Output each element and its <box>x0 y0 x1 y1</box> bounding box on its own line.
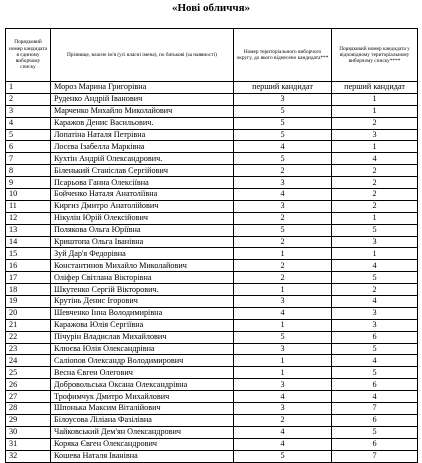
cell-district-number: 5 <box>234 105 332 117</box>
cell-district-position: 6 <box>332 438 418 450</box>
cell-list-number: 6 <box>6 141 51 153</box>
cell-district-position: 6 <box>332 331 418 343</box>
cell-list-number: 19 <box>6 296 51 308</box>
cell-district-number: 3 <box>234 296 332 308</box>
cell-district-position: 1 <box>332 248 418 260</box>
cell-full-name: Бойченко Наталя Анатоліївна <box>51 189 234 201</box>
cell-full-name: Псарьова Ганна Олексіївна <box>51 177 234 189</box>
cell-full-name: Лосєва Ізабелла Марківна <box>51 141 234 153</box>
table-row <box>6 153 418 165</box>
cell-full-name: Кошева Наталя Іванівна <box>51 450 234 462</box>
header-full-name: Прізвище, власне ім'я (усі власні імена), по батькові (за наявності) <box>51 29 234 82</box>
cell-district-number: 4 <box>234 391 332 403</box>
cell-district-position: 2 <box>332 200 418 212</box>
table-row <box>6 93 418 105</box>
cell-district-number: 1 <box>234 284 332 296</box>
cell-district-position: 7 <box>332 450 418 462</box>
cell-full-name: Шевченко Інна Володимирівна <box>51 307 234 319</box>
cell-list-number: 10 <box>6 189 51 201</box>
cell-list-number: 5 <box>6 129 51 141</box>
cell-district-position: 5 <box>332 367 418 379</box>
table-header <box>6 29 418 82</box>
cell-list-number: 15 <box>6 248 51 260</box>
candidate-list-table <box>5 28 418 463</box>
cell-district-number: 1 <box>234 248 332 260</box>
cell-district-number: 3 <box>234 379 332 391</box>
cell-district-number: 4 <box>234 141 332 153</box>
cell-list-number: 14 <box>6 236 51 248</box>
cell-full-name: Коряка Євген Олександрович <box>51 438 234 450</box>
cell-district-number: 2 <box>234 212 332 224</box>
table-row <box>6 426 418 438</box>
cell-full-name: Нікулін Юрій Олексійович <box>51 212 234 224</box>
table-body <box>6 82 418 463</box>
cell-list-number: 18 <box>6 284 51 296</box>
table-row <box>6 236 418 248</box>
cell-list-number: 23 <box>6 343 51 355</box>
cell-list-number: 13 <box>6 224 51 236</box>
cell-district-position: 7 <box>332 403 418 415</box>
cell-full-name: Криштопа Ольга Іванівна <box>51 236 234 248</box>
table-row <box>6 319 418 331</box>
table-row <box>6 343 418 355</box>
cell-list-number: 30 <box>6 426 51 438</box>
cell-district-number: 5 <box>234 450 332 462</box>
cell-list-number: 3 <box>6 105 51 117</box>
cell-district-position: 3 <box>332 236 418 248</box>
table-row <box>6 82 418 94</box>
cell-list-number: 11 <box>6 200 51 212</box>
cell-list-number: 12 <box>6 212 51 224</box>
cell-list-number: 7 <box>6 153 51 165</box>
cell-full-name: Константинов Михайло Миколайович <box>51 260 234 272</box>
cell-district-number: 3 <box>234 343 332 355</box>
table-row <box>6 307 418 319</box>
cell-district-number: 2 <box>234 165 332 177</box>
table-row <box>6 224 418 236</box>
cell-list-number: 4 <box>6 117 51 129</box>
cell-district-number: 5 <box>234 129 332 141</box>
table-row <box>6 117 418 129</box>
cell-full-name: Трофимчук Дмитро Михайлович <box>51 391 234 403</box>
cell-full-name: Марченко Михайло Миколайович <box>51 105 234 117</box>
cell-full-name: Крутінь Денис Ігорович <box>51 296 234 308</box>
cell-full-name: Добровольська Оксана Олександрівна <box>51 379 234 391</box>
cell-full-name: Каражова Юлія Сергіївна <box>51 319 234 331</box>
cell-district-position: 4 <box>332 355 418 367</box>
cell-full-name: Оліфер Світлана Вікторівна <box>51 272 234 284</box>
cell-full-name: Шпонька Максим Віталійович <box>51 403 234 415</box>
cell-list-number: 22 <box>6 331 51 343</box>
cell-list-number: 17 <box>6 272 51 284</box>
cell-district-number: 3 <box>234 93 332 105</box>
cell-district-position: перший кандидат <box>332 82 418 94</box>
cell-district-number: 3 <box>234 403 332 415</box>
table-row <box>6 200 418 212</box>
cell-district-position: 2 <box>332 117 418 129</box>
table-row <box>6 248 418 260</box>
cell-full-name: Мороз Марина Григорівна <box>51 82 234 94</box>
table-row <box>6 189 418 201</box>
header-list-number: Порядковий номер кандидата в єдиному виборчому списку <box>6 29 51 82</box>
cell-list-number: 21 <box>6 319 51 331</box>
cell-district-position: 3 <box>332 129 418 141</box>
cell-list-number: 32 <box>6 450 51 462</box>
cell-list-number: 8 <box>6 165 51 177</box>
header-district-number: Номер територіального виборчого округу, до якого віднесено кандидата*** <box>234 29 332 82</box>
cell-full-name: Каражов Денис Васильович. <box>51 117 234 129</box>
cell-district-number: перший кандидат <box>234 82 332 94</box>
table-row <box>6 272 418 284</box>
cell-full-name: Салionов Олександр Володимирович <box>51 355 234 367</box>
cell-full-name: Клюєва Юлія Олександрівна <box>51 343 234 355</box>
cell-district-position: 6 <box>332 379 418 391</box>
cell-full-name: Киргиз Дмитро Анатолійович <box>51 200 234 212</box>
table-row <box>6 331 418 343</box>
cell-list-number: 31 <box>6 438 51 450</box>
cell-full-name: Весна Євген Олегович <box>51 367 234 379</box>
table-row <box>6 450 418 462</box>
table-row <box>6 105 418 117</box>
cell-list-number: 28 <box>6 403 51 415</box>
cell-full-name: Біленький Станіслав Сергійович <box>51 165 234 177</box>
cell-list-number: 16 <box>6 260 51 272</box>
cell-full-name: Полякова Ольга Юріївна <box>51 224 234 236</box>
cell-district-position: 3 <box>332 319 418 331</box>
cell-district-number: 5 <box>234 224 332 236</box>
cell-list-number: 29 <box>6 414 51 426</box>
cell-district-position: 5 <box>332 224 418 236</box>
cell-district-number: 4 <box>234 189 332 201</box>
cell-district-position: 1 <box>332 212 418 224</box>
cell-list-number: 1 <box>6 82 51 94</box>
cell-district-number: 4 <box>234 307 332 319</box>
cell-district-number: 4 <box>234 438 332 450</box>
cell-district-number: 1 <box>234 355 332 367</box>
cell-district-number: 2 <box>234 272 332 284</box>
table-row <box>6 141 418 153</box>
cell-list-number: 25 <box>6 367 51 379</box>
table-row <box>6 403 418 415</box>
table-row <box>6 165 418 177</box>
cell-district-number: 3 <box>234 177 332 189</box>
table-row <box>6 296 418 308</box>
cell-district-position: 4 <box>332 296 418 308</box>
cell-district-number: 5 <box>234 153 332 165</box>
table-row <box>6 355 418 367</box>
cell-district-position: 5 <box>332 426 418 438</box>
cell-district-position: 1 <box>332 141 418 153</box>
cell-district-position: 2 <box>332 177 418 189</box>
cell-full-name: Шкутенко Сергій Вікторович. <box>51 284 234 296</box>
cell-full-name: Зуй Дар'я Федорівна <box>51 248 234 260</box>
cell-district-position: 4 <box>332 391 418 403</box>
cell-district-number: 2 <box>234 236 332 248</box>
cell-district-position: 5 <box>332 272 418 284</box>
table-row <box>6 367 418 379</box>
cell-district-number: 5 <box>234 117 332 129</box>
table-row <box>6 379 418 391</box>
cell-district-position: 4 <box>332 260 418 272</box>
cell-district-position: 2 <box>332 284 418 296</box>
cell-full-name: Пічурін Владислав Михайлович <box>51 331 234 343</box>
cell-district-position: 1 <box>332 93 418 105</box>
cell-district-number: 1 <box>234 319 332 331</box>
cell-full-name: Лопатіна Наталя Петрівна <box>51 129 234 141</box>
cell-district-position: 2 <box>332 189 418 201</box>
cell-district-number: 2 <box>234 414 332 426</box>
table-row <box>6 284 418 296</box>
cell-district-position: 3 <box>332 307 418 319</box>
cell-district-number: 2 <box>234 260 332 272</box>
cell-list-number: 27 <box>6 391 51 403</box>
document-title: «Нові обличчя» <box>171 2 251 14</box>
cell-list-number: 24 <box>6 355 51 367</box>
cell-district-position: 6 <box>332 414 418 426</box>
cell-list-number: 9 <box>6 177 51 189</box>
cell-full-name: Кухтін Андрій Олександрович. <box>51 153 234 165</box>
cell-district-position: 5 <box>332 343 418 355</box>
table-row <box>6 177 418 189</box>
cell-list-number: 20 <box>6 307 51 319</box>
cell-district-number: 1 <box>234 367 332 379</box>
cell-district-position: 2 <box>332 165 418 177</box>
header-row <box>6 29 418 82</box>
table-row <box>6 438 418 450</box>
cell-district-number: 3 <box>234 200 332 212</box>
table-row <box>6 391 418 403</box>
header-district-position: Порядковий номер кандидата у відповідному територіальному виборчому списку**** <box>332 29 418 82</box>
cell-district-number: 5 <box>234 331 332 343</box>
cell-full-name: Чайковський Дем'ян Олександрович <box>51 426 234 438</box>
cell-district-position: 1 <box>332 105 418 117</box>
table-row <box>6 129 418 141</box>
cell-list-number: 2 <box>6 93 51 105</box>
cell-full-name: Білоусова Ліліана Фазілівна <box>51 414 234 426</box>
cell-list-number: 26 <box>6 379 51 391</box>
table-row <box>6 212 418 224</box>
cell-district-number: 4 <box>234 426 332 438</box>
cell-full-name: Руденко Андрій Іванович <box>51 93 234 105</box>
table-row <box>6 414 418 426</box>
table-row <box>6 260 418 272</box>
cell-district-position: 4 <box>332 153 418 165</box>
